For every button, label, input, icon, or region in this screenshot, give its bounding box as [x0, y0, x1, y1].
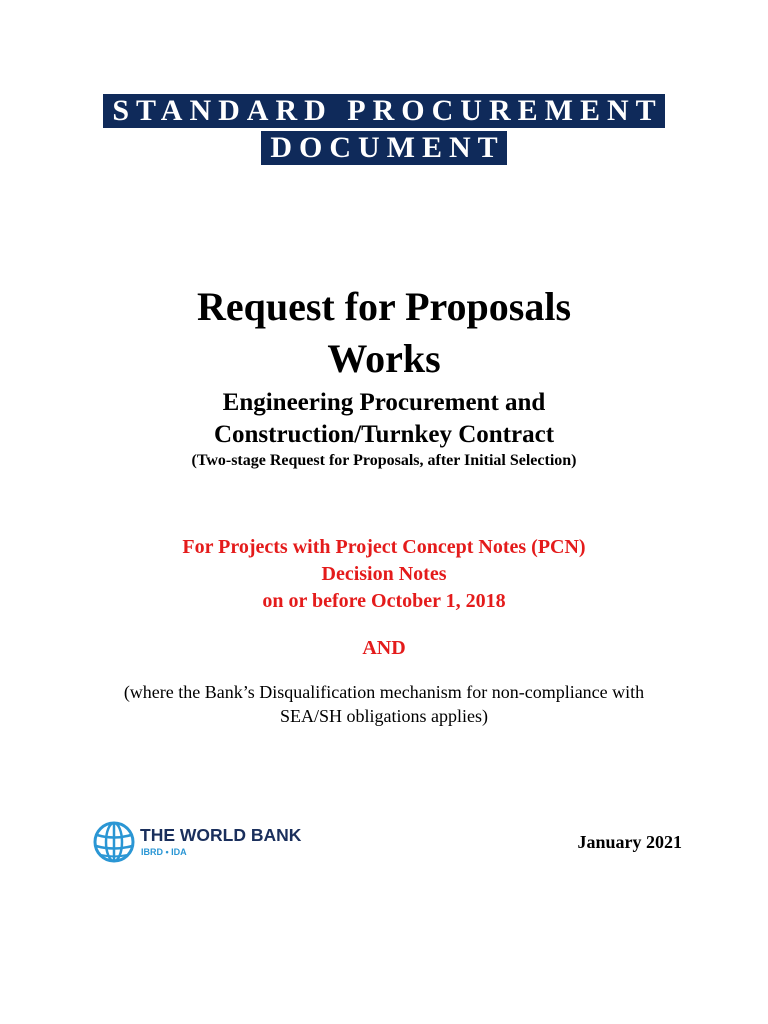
contract-type-line-1: Engineering Procurement and: [222, 389, 546, 416]
banner-line-2: DOCUMENT: [261, 131, 506, 165]
contract-type-line-2: Construction/Turnkey Contract: [213, 421, 555, 448]
document-title: Request for Proposals: [196, 284, 572, 329]
document-type-banner: [0, 94, 768, 168]
logo-wordmark: THE WORLD BANK: [140, 825, 302, 845]
disqualification-note-line-2: SEA/SH obligations applies): [280, 706, 488, 726]
world-bank-logo: [92, 819, 322, 869]
publication-date: January 2021: [577, 832, 682, 852]
world-bank-globe-icon: [92, 820, 136, 864]
logo-subtitle: IBRD • IDA: [141, 847, 187, 857]
banner-line-1: STANDARD PROCUREMENT: [103, 94, 664, 128]
applicability-conjunction: AND: [362, 637, 406, 659]
procurement-category: Works: [327, 336, 441, 381]
procurement-stage-note: (Two-stage Request for Proposals, after Initial Selection): [191, 452, 577, 469]
applicability-line-1: For Projects with Project Concept Notes (PCN): [182, 536, 586, 558]
applicability-line-2: Decision Notes: [321, 563, 447, 585]
disqualification-note-line-1: (where the Bank’s Disqualification mechanism for non-compliance with: [123, 682, 645, 702]
applicability-line-3: on or before October 1, 2018: [262, 590, 506, 612]
